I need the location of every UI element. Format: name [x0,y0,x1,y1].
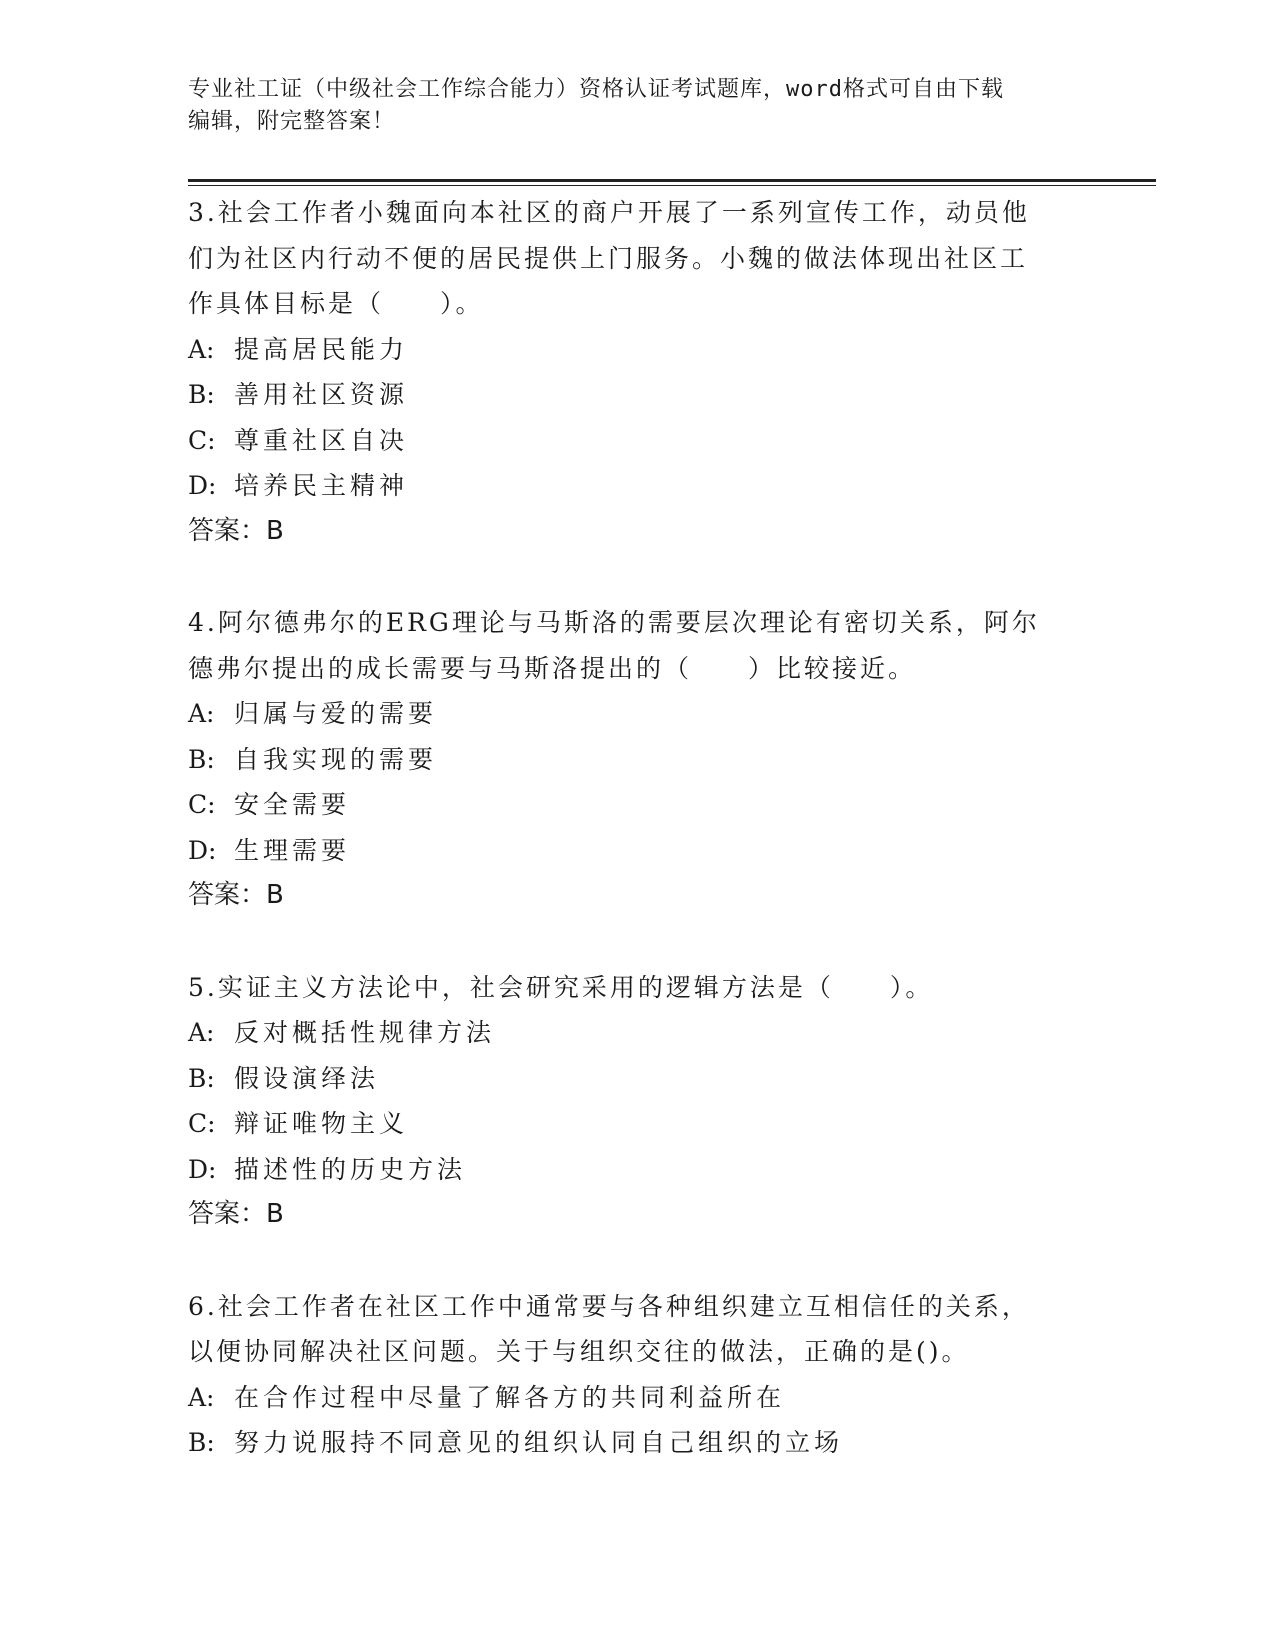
option-text: 归属与爱的需要 [234,699,438,728]
question-stem-line: 4.阿尔德弗尔的ERG理论与马斯洛的需要层次理论有密切关系，阿尔 [188,608,1040,637]
option-key: C: [188,1109,216,1138]
option-c [188,1101,1108,1147]
option-a [188,1010,1108,1056]
header-line-1: 专业社工证（中级社会工作综合能力）资格认证考试题库，word格式可自由下载 [188,77,1004,102]
option-text: 生理需要 [234,835,351,865]
option-key: C: [188,790,216,819]
question-list [188,190,1108,1466]
option-text: 努力说服持不同意见的组织认同自己组织的立场 [234,1428,844,1457]
option-key: A: [188,1018,215,1047]
option-b [188,737,1108,783]
header-divider-thick [188,179,1156,182]
option-key: A: [188,1382,215,1412]
option-text: 善用社区资源 [234,380,409,409]
option-b [188,372,1108,418]
question-stem-line: 3.社会工作者小魏面向本社区的商户开展了一系列宣传工作，动员他 [188,198,1030,227]
option-d [188,1147,1108,1193]
question-3 [188,190,1108,554]
option-text: 反对概括性规律方法 [234,1018,496,1047]
option-text: 提高居民能力 [234,334,409,364]
option-a [188,327,1108,373]
option-key: A: [188,699,215,728]
document-header [188,74,1088,138]
question-stem-line: 德弗尔提出的成长需要与马斯洛提出的（ ）比较接近。 [188,653,917,683]
option-text: 辩证唯物主义 [234,1109,409,1138]
option-text: 安全需要 [234,790,351,819]
question-5 [188,965,1108,1238]
question-4 [188,600,1108,919]
question-stem-line: 们为社区内行动不便的居民提供上门服务。小魏的做法体现出社区工 [188,243,1029,273]
option-text: 描述性的历史方法 [234,1154,467,1184]
question-spacer [188,919,1108,965]
option-b [188,1420,1108,1466]
answer-line: 答案：B [188,1199,284,1229]
option-key: C: [188,425,216,455]
option-key: B: [188,744,215,774]
question-stem-line: 6.社会工作者在社区工作中通常要与各种组织建立互相信任的关系， [188,1291,1030,1321]
option-key: D: [188,835,217,865]
option-key: B: [188,380,215,409]
answer-line: 答案：B [188,880,284,910]
option-text: 假设演绎法 [234,1063,380,1093]
answer-line: 答案：B [188,515,284,546]
option-d [188,463,1108,509]
option-c [188,782,1108,828]
option-d [188,828,1108,874]
question-stem-line: 5.实证主义方法论中，社会研究采用的逻辑方法是（ ）。 [188,972,934,1002]
option-text: 尊重社区自决 [234,425,409,455]
option-key: D: [188,1154,217,1184]
question-stem-line: 以便协同解决社区问题。关于与组织交往的做法，正确的是()。 [188,1337,970,1366]
header-divider-thin [188,185,1156,186]
question-6 [188,1284,1108,1466]
option-key: D: [188,471,217,500]
question-spacer [188,1238,1108,1284]
option-a [188,691,1108,737]
option-c [188,418,1108,464]
question-spacer [188,554,1108,600]
option-key: B: [188,1063,215,1093]
option-a [188,1375,1108,1421]
option-text: 在合作过程中尽量了解各方的共同利益所在 [234,1382,786,1412]
header-line-2: 编辑，附完整答案！ [188,109,396,134]
option-key: B: [188,1428,215,1457]
option-text: 自我实现的需要 [234,744,438,774]
option-b [188,1056,1108,1102]
option-text: 培养民主精神 [234,471,409,500]
question-stem-line: 作具体目标是（ ）。 [188,289,484,318]
option-key: A: [188,334,215,364]
